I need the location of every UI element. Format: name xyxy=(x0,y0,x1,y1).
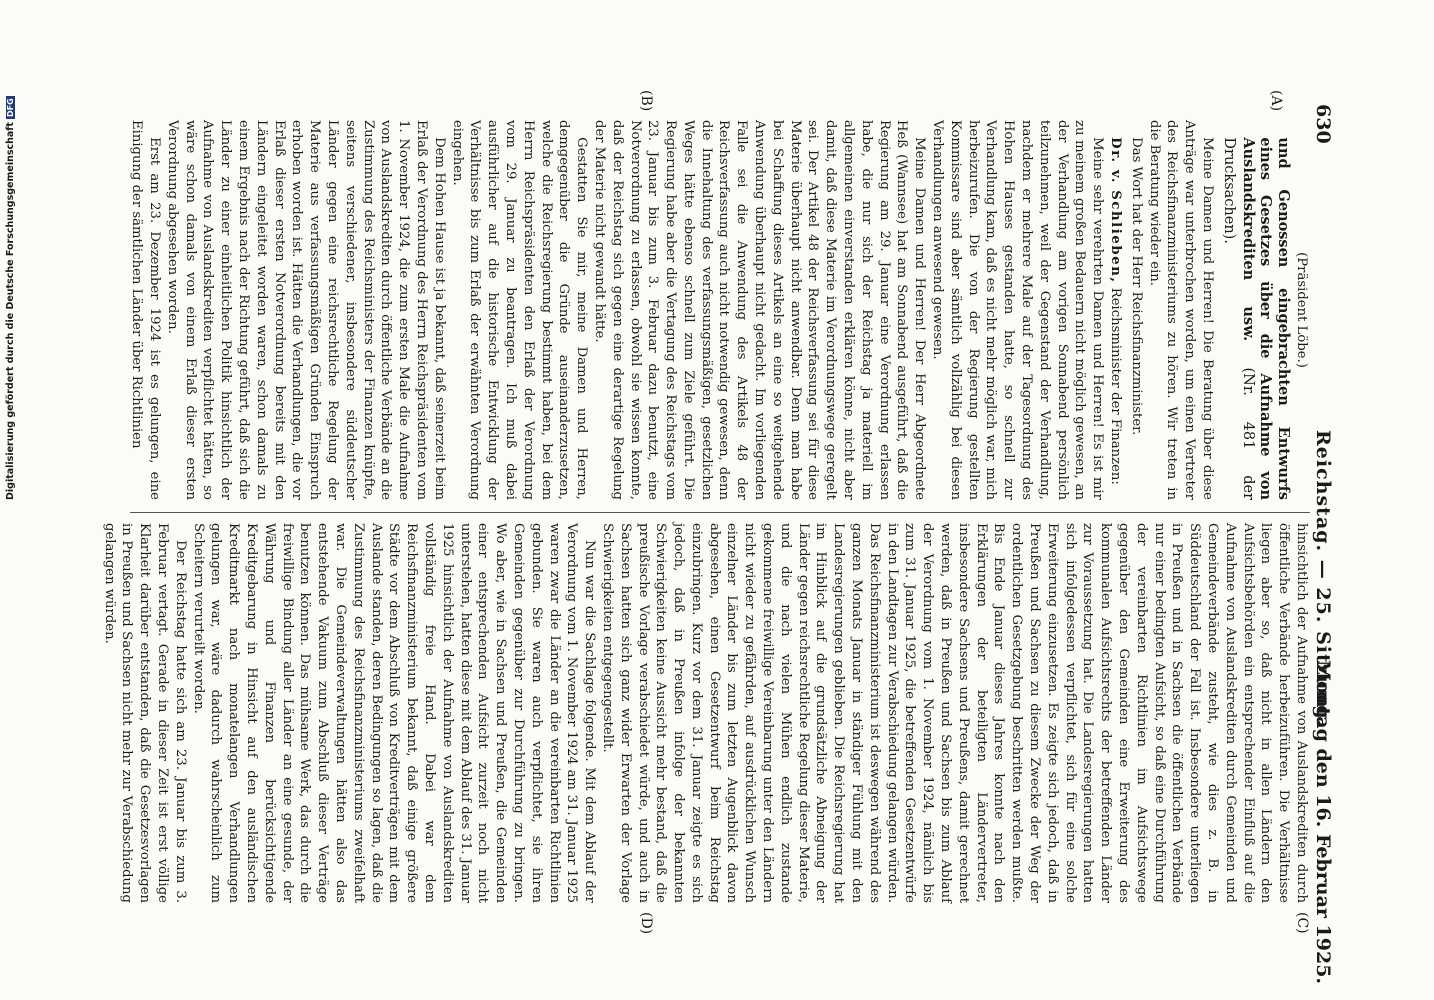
paragraph: Nun war die Sachlage folgende. Mit dem Ablauf der Verordnung vom 1. November 1924 am 31. Januar 1925 waren zwar die Länder an die vereinbarten Richtlinien gebunden. Sie waren auch verpflichtet, sie ihren Gemeinden gegenüber zur Durchführung zu bringen. Wo aber, wie in Sachsen und Preußen, die Gemeinden einer entsprechenden Aufsicht zurzeit noch nicht unterstehen, hatten diese mit dem Ablauf des 31. Januar 1925 hinsichtlich der Aufnahme von Auslandskrediten vollständig freie Hand. Dabei war dem Reichsfinanzministerium bekannt, daß einige größere Städte vor dem Abschluß von Kreditverträgen mit dem Auslande standen, deren Bedingungen so lagen, daß die Zustimmung des Reichsfinanzministeriums zweifelhaft war. Die Gemeindeverwaltungen hätten also das entstehende Vakuum zum Abschluß dieser Verträge benutzen können. Das mühsame Werk, das durch die freiwillige Bindung aller Länder an eine gesunde, der Währung und Finanzen berücksichtigende Kreditgebarung in Hinsicht auf den ausländischen Kreditmarkt nach monatelangen Verhandlungen gelungen war, wäre dadurch wahrscheinlich zum Scheitern verurteilt worden. xyxy=(190,523,598,903)
digitization-credit xyxy=(5,96,16,500)
page-header-title: Reichstag. — 25. Sitzung. xyxy=(1312,430,1334,728)
paragraph: Meine sehr verehrten Damen und Herren! Es ist mir zu meinem großen Bedauern nicht möglich gewesen, an der Verhandlung am vorigen Sonnabend persönlich teilzunehmen, weil der Gegenstand der Verhandlung, nachdem er mehrere Male auf der Tagesordnung des Hohen Hauses gestanden hatte, so schnell zur Verhandlung kam, daß es nicht mehr möglich war, mich herbeizurufen. Die von der Regierung gestellten Kommissare sind aber sämtlich vollzählig bei diesen Verhandlungen anwesend gewesen. xyxy=(930,120,1106,500)
margin-marker-b: (B) xyxy=(638,90,654,112)
dfg-logo: DFG xyxy=(6,98,15,118)
paragraph: Meine Damen und Herren! Der Herr Abgeordnete Heß (Wannsee) hat am Sonnabend ausgeführt, daß die Regierung am 29. Januar eine Verordnung erlassen habe, die nur sich der Reichstag ja materiell im allgemeinen einverstanden erklären könne, nicht aber damit, daß diese Materie im Verordnungswege geregelt sei. Der Artikel 48 der Reichsverfassung sei für diese Materie überhaupt nicht anwendbar. Denn man habe bei Schaffung dieses Artikels an eine so weitgehende Anwendung überhaupt nicht gedacht. Im vorliegenden Falle sei die Anwendung des Artikels 48 der Reichsverfassung auch nicht notwendig gewesen, denn die Innehaltung des verfassungsmäßigen, gesetzlichen Weges hätte ebenso schnell zum Ziele geführt. Die Regierung habe aber die Vertagung des Reichstags vom 23. Januar bis zum 3. Februar dazu benutzt, eine Notverordnung zu erlassen, obwohl sie wissen konnte, daß der Reichstag sich gegen eine derartige Regelung der Materie nicht gewandt hätte. xyxy=(591,120,928,500)
page-number: 630 xyxy=(1312,104,1334,144)
speaker-line xyxy=(1106,120,1124,500)
paragraph: Das Wort hat der Herr Reichsfinanzminister. xyxy=(1128,137,1144,436)
paragraph: Gestatten Sie mir, meine Damen und Herren, demgegenüber die Gründe auseinanderzusetzen, welche die Reichsregierung bestimmt haben, bei dem Herrn Reichspräsidenten den Erlaß der Verordnung vom 29. Januar zu beantragen. Ich muß dabei ausführlicher auf die historische Entwicklung der Verhältnisse bis zum Erlaß der erwähnten Verordnung eingehen. xyxy=(449,120,590,500)
paragraph: hinsichtlich der Aufnahme von Auslandskrediten durch öffentliche Verbände herbeizuführen. Die Verhältnisse liegen aber so, daß nicht in allen Ländern den Aufsichtsbehörden ein entsprechender Einfluß auf die Aufnahme von Auslandskrediten durch Gemeinden und Gemeindeverbände zusteht, wie dies z. B. in Süddeutschland der Fall ist. Insbesondere unterliegen in Preußen und in Sachsen die öffentlichen Verbände nur einer bedingten Aufsicht, so daß eine Durchführung der vereinbarten Richtlinien im Aufsichtswege gegenüber den Gemeinden eine Erweiterung des kommunalen Aufsichtsrechts der betreffenden Länder zur Voraussetzung hat. Die Landesregierungen hatten sich infolgedessen verpflichtet, sich für eine solche Erweiterung einzusetzen. Es zeigte sich jedoch, daß in Preußen und Sachsen zu diesem Zwecke der Weg der ordentlichen Gesetzgebung beschritten werden mußte. Bis Ende Januar dieses Jahres konnte nach den Erklärungen der beteiligten Ländervertreter, insbesondere Sachsens und Preußens, damit gerechnet werden, daß in Preußen und Sachsen bis zum Ablauf der Verordnung vom 1. November 1924, nämlich bis zum 31. Januar 1925, die betreffenden Gesetzentwürfe in den Landtagen zur Verabschiedung gelangen würden. Das Reichsfinanzministerium ist deswegen während des ganzen Monats Januar in ständiger Fühlung mit den Landesregierungen geblieben. Die Reichsregierung hat im Hinblick auf die grundsätzliche Abneigung der Länder gegen reichsrechtliche Regelung dieser Materie, und die nach vielen Mühen endlich zustande gekommene freiwillige Vereinbarung unter den Ländern nicht wieder zu gefährden, auf ausdrücklichen Wunsch einzelner Länder bis zum letzten Augenblick davon abgesehen, einen Gesetzentwurf beim Reichstag einzubringen. Kurz vor dem 31. Januar zeigte es sich jedoch, daß in Preußen infolge der bekannten Schwierigkeiten keine Aussicht mehr bestand, daß die preußische Vorlage verabschiedet würde, und auch in Sachsen hatten sich ganz wider Erwarten der Vorlage Schwierigkeiten entgegengestellt. xyxy=(599,523,1309,903)
speaker-name: Dr. v. Schlieben, xyxy=(1108,137,1124,284)
margin-marker-d: (D) xyxy=(638,912,654,935)
column-divider xyxy=(130,512,1310,513)
paragraph: Meine Damen und Herren! Die Beratung über diese Anträge war unterbrochen worden, um einen Vertreter des Reichsfinanzministeriums zu hören. Wir treten in die Beratung wieder ein. xyxy=(1146,120,1216,500)
motion-title xyxy=(1219,120,1292,500)
credit-text: Digitalisierung gefördert durch die Deutsche Forschungsgemeinschaft xyxy=(5,122,16,500)
left-column xyxy=(130,120,1310,500)
paragraph: Erst am 23. Dezember 1924 ist es gelungen, eine Einigung der sämtlichen Länder über Richtlinien xyxy=(129,120,162,500)
page-header-date: Montag den 16. Februar 1925. xyxy=(1312,660,1334,985)
margin-marker-c: (C) xyxy=(1294,912,1310,934)
motion-reference: (Nr. 481 der Drucksachen). xyxy=(1220,137,1256,500)
margin-marker-a: (A) xyxy=(1268,90,1284,112)
paragraph: Der Reichstag hatte sich am 23. Januar bis zum 3. Februar vertagt. Gerade in dieser Zeit ist erst völlige Klarheit darüber entstanden, daß die Gesetzesvorlagen in Preußen und Sachsen nicht mehr zur Verabschiedung gelangen würden. xyxy=(101,523,188,903)
speaker-prefix: (Präsident Löbe.) xyxy=(1294,252,1309,368)
motion-title-text: und Genossen eingebrachten Entwurfs eines Gesetzes über die Aufnahme von Auslandskrediten usw. xyxy=(1239,137,1293,500)
speaker-role: Reichsminister der Finanzen: xyxy=(1108,287,1124,485)
right-column xyxy=(101,523,1310,903)
paragraph: Dem Hohen Hause ist ja bekannt, daß seinerzeit beim Erlaß der Verordnung des Herrn Reichspräsidenten vom 1. November 1924, die zum ersten Male die Aufnahme von Auslandskrediten durch öffentliche Verbände an die Zustimmung des Reichsministers der Finanzen knüpfte, seitens verschiedener, insbesondere süddeutscher Länder gegen eine reichsrechtliche Regelung der Materie aus verfassungsmäßigen Gründen Einspruch erhoben worden ist. Hätten die Verhandlungen, die vor Erlaß dieser ersten Notverordnung bereits mit den Ländern eingeleitet worden waren, schon damals zu einem Ergebnis nach der Richtung geführt, daß sich die Länder zu einer einheitlichen Politik hinsichtlich der Aufnahme von Auslandskrediten verpflichtet hätten, so wäre schon damals von einem Erlaß dieser ersten Verordnung abgesehen worden. xyxy=(164,120,447,500)
